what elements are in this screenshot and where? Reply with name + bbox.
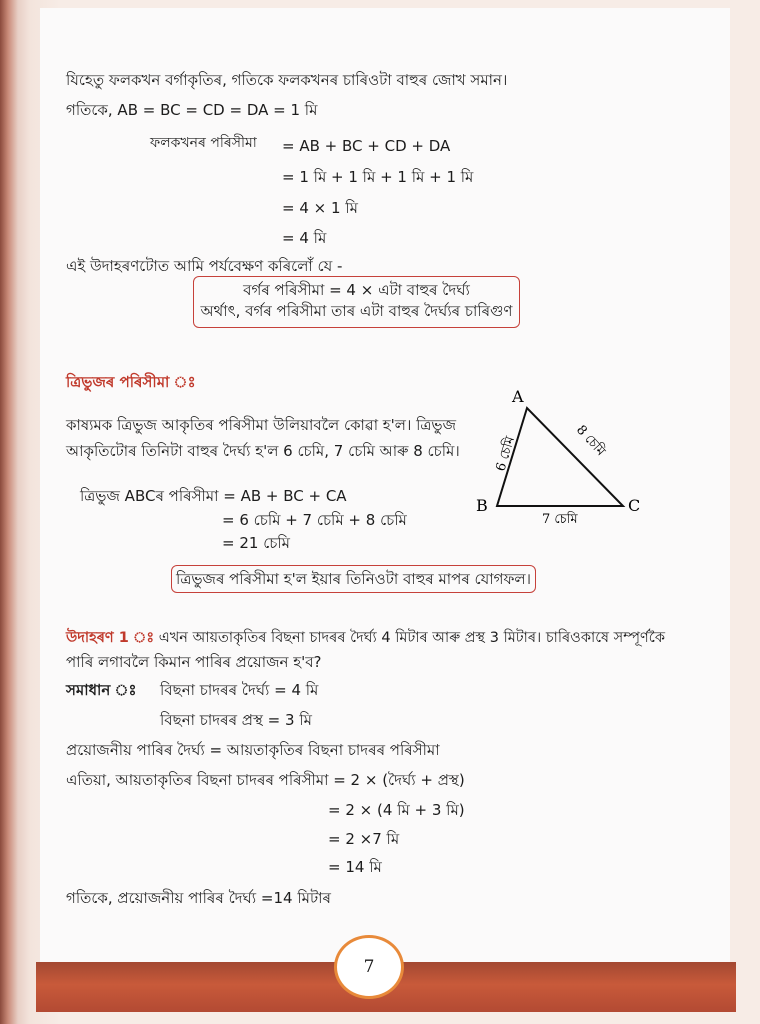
example-conclusion-text: গতিকে, প্ৰয়োজনীয় পাৰিৰ দৈৰ্ঘ্য =14 মিটাৰ bbox=[66, 889, 331, 907]
required-length-text: প্ৰয়োজনীয় পাৰিৰ দৈৰ্ঘ্য = আয়তাকৃতিৰ বিছনা চাদৰৰ পৰিসীমা bbox=[66, 741, 440, 759]
triangle-calc-label: ত্ৰিভুজ ABCৰ পৰিসীমা bbox=[80, 487, 219, 505]
example-question-line: পাৰি লগাবলৈ কিমান পাৰিৰ প্ৰয়োজন হ'ব? bbox=[66, 653, 322, 671]
page-number: 7 bbox=[363, 957, 375, 977]
square-calc-step: = AB + BC + CD + DA bbox=[282, 137, 451, 155]
observation-text: এই উদাহৰণটোত আমি পৰ্যবেক্ষণ কৰিলোঁ যে - bbox=[66, 257, 343, 275]
triangle-section-heading: ত্ৰিভুজৰ পৰিসীমা ঃ bbox=[66, 373, 196, 391]
triangle-rule-text: ত্ৰিভুজৰ পৰিসীমা হ'ল ইয়াৰ তিনিওটা বাহুৰ মাপৰ যোগফল। bbox=[176, 570, 531, 588]
vertex-b-label: B bbox=[476, 496, 488, 515]
vertex-c-label: C bbox=[628, 496, 641, 515]
square-perimeter-rule-box bbox=[193, 276, 520, 328]
square-calc-step: = 4 × 1 মি bbox=[282, 199, 358, 217]
triangle-paragraph-line: আকৃতিটোৰ তিনিটা বাহুৰ দৈৰ্ঘ্য হ'ল 6 চেমি, 7 চেমি আৰু 8 চেমি। bbox=[66, 442, 460, 460]
example-calc-step: = 14 মি bbox=[328, 858, 382, 876]
example-question-line bbox=[66, 628, 665, 648]
given-length-text: বিছনা চাদৰৰ দৈৰ্ঘ্য = 4 মি bbox=[160, 681, 319, 699]
square-calc-step: = 4 মি bbox=[282, 229, 327, 247]
square-calc-label: ফলকখনৰ পৰিসীমা bbox=[150, 135, 257, 151]
square-reason-text: যিহেতু ফলকখন বৰ্গাকৃতিৰ, গতিকে ফলকখনৰ চাৰিওটা বাহুৰ জোখ সমান। bbox=[66, 71, 508, 89]
side-bc-label: 7 চেমি bbox=[542, 512, 578, 527]
triangle-calc-step: = 21 চেমি bbox=[222, 534, 290, 552]
triangle-calc-step: = 6 চেমি + 7 চেমি + 8 চেমি bbox=[222, 511, 407, 529]
triangle-shape bbox=[497, 408, 623, 506]
triangle-figure bbox=[460, 380, 700, 530]
example-label: উদাহৰণ 1 ঃ bbox=[66, 630, 155, 646]
square-sides-equal-text: গতিকে, AB = BC = CD = DA = 1 মি bbox=[66, 101, 318, 119]
perimeter-formula-text: এতিয়া, আয়তাকৃতিৰ বিছনা চাদৰৰ পৰিসীমা = 2 × (দৈৰ্ঘ্য + প্ৰস্থ) bbox=[66, 771, 465, 789]
triangle-calc-first-line bbox=[80, 486, 347, 506]
vertex-a-label: A bbox=[512, 387, 524, 406]
example-calc-step: = 2 × (4 মি + 3 মি) bbox=[328, 801, 465, 819]
given-width-text: বিছনা চাদৰৰ প্ৰস্থ = 3 মি bbox=[160, 711, 312, 729]
side-ab-label: 6 চেমি bbox=[493, 434, 519, 474]
square-rule-line: বৰ্গৰ পৰিসীমা = 4 × এটা বাহুৰ দৈৰ্ঘ্য bbox=[243, 281, 470, 299]
solution-label: সমাধান ঃ bbox=[66, 681, 137, 699]
triangle-calc-step: = AB + BC + CA bbox=[223, 487, 347, 505]
example-question-text: এখন আয়তাকৃতিৰ বিছনা চাদৰৰ দৈৰ্ঘ্য 4 মিটাৰ আৰু প্ৰস্থ 3 মিটাৰ। চাৰিওকাষে সম্পূৰ্ণকৈ bbox=[158, 630, 666, 646]
triangle-paragraph-line: কাষ্যমক ত্ৰিভুজ আকৃতিৰ পৰিসীমা উলিয়াবলৈ কোৱা হ'ল। ত্ৰিভুজ bbox=[66, 416, 457, 434]
square-calc-step: = 1 মি + 1 মি + 1 মি + 1 মি bbox=[282, 168, 474, 186]
square-rule-line: অৰ্থাৎ, বৰ্গৰ পৰিসীমা তাৰ এটা বাহুৰ দৈৰ্ঘ্যৰ চাৰিগুণ bbox=[200, 302, 513, 320]
triangle-perimeter-rule-box bbox=[171, 565, 536, 593]
example-calc-step: = 2 ×7 মি bbox=[328, 830, 400, 848]
side-ac-label: 8 চেমি bbox=[573, 422, 609, 460]
page-number-badge bbox=[334, 935, 404, 999]
